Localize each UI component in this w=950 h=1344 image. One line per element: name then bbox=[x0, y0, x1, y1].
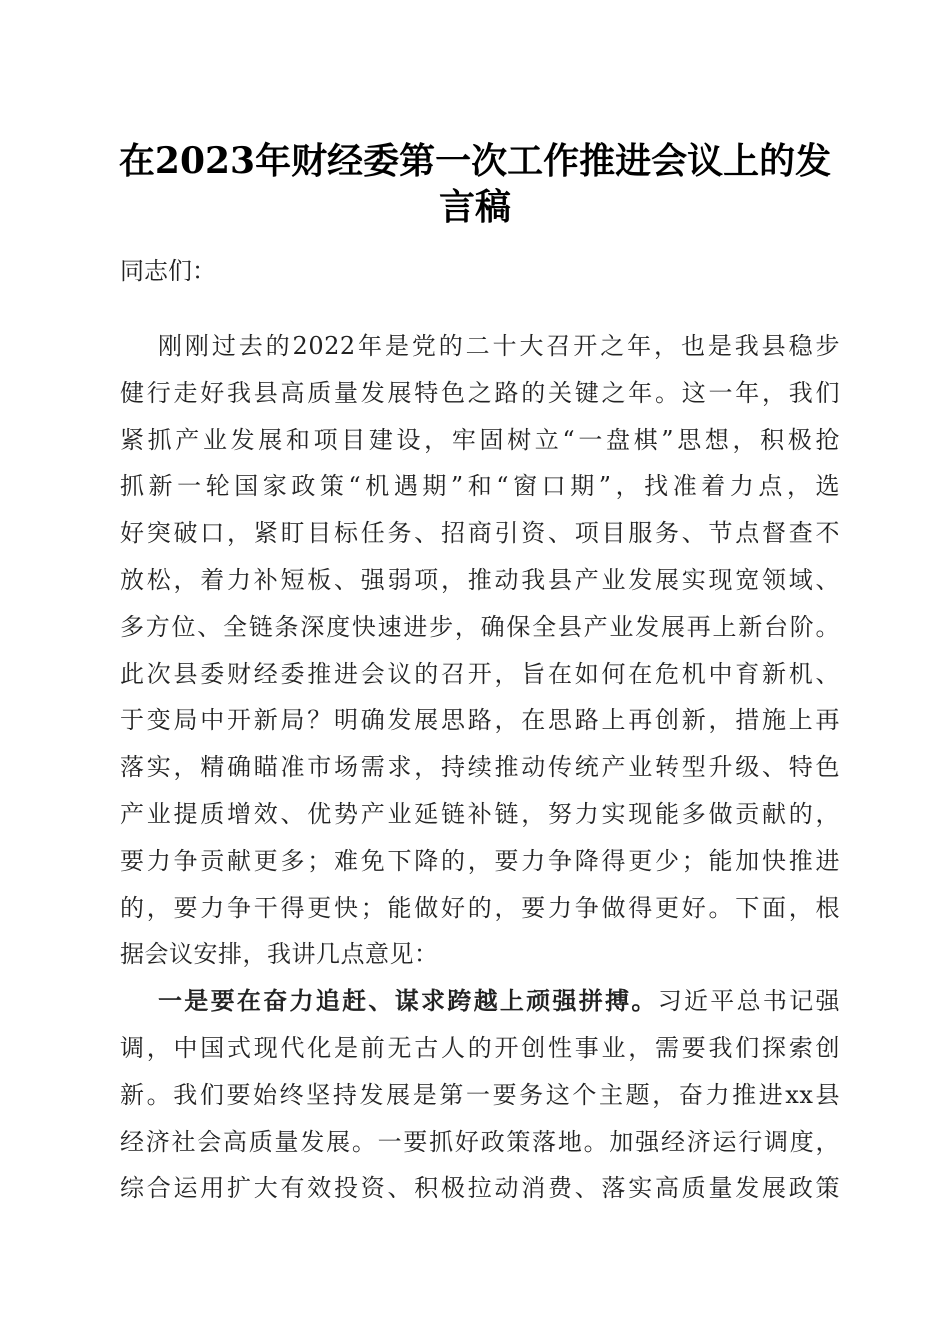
section-heading-emphasis: 一是要在奋力追赶、谋求跨越上顽强拼搏。 bbox=[158, 986, 658, 1016]
paragraph-line: 此次县委财经委推进会议的召开，旨在如何在危机中育新机、 bbox=[120, 659, 840, 688]
paragraph-line: 多方位、全链条深度快速进步，确保全县产业发展再上新台阶。 bbox=[120, 612, 840, 641]
paragraph-line: 落实，精确瞄准市场需求，持续推动传统产业转型升级、特色 bbox=[120, 753, 840, 782]
paragraph-line: 新。我们要始终坚持发展是第一要务这个主题，奋力推进xx县 bbox=[120, 1080, 840, 1109]
paragraph-line: 的，要力争干得更快；能做好的，要力争做得更好。下面，根 bbox=[120, 893, 840, 922]
paragraph-line: 紧抓产业发展和项目建设，牢固树立“一盘棋”思想，积极抢 bbox=[120, 425, 840, 454]
document-title bbox=[110, 138, 840, 230]
paragraph-line: 刚刚过去的2022年是党的二十大召开之年，也是我县稳步 bbox=[158, 332, 840, 360]
paragraph-line: 调，中国式现代化是前无古人的开创性事业，需要我们探索创 bbox=[120, 1033, 840, 1062]
paragraph-line: 放松，着力补短板、强弱项，推动我县产业发展实现宽领域、 bbox=[120, 565, 840, 594]
paragraph-text: 习近平总书记强 bbox=[657, 987, 841, 1016]
title-line-2: 言稿 bbox=[438, 186, 511, 228]
paragraph-line: 抓新一轮国家政策“机遇期”和“窗口期”，找准着力点，选 bbox=[120, 472, 840, 501]
paragraph-line: 经济社会高质量发展。一要抓好政策落地。加强经济运行调度， bbox=[120, 1127, 840, 1156]
document-body bbox=[120, 323, 840, 1212]
salutation: 同志们： bbox=[120, 257, 216, 285]
paragraph-line bbox=[120, 978, 840, 1025]
paragraph-line: 好突破口，紧盯目标任务、招商引资、项目服务、节点督查不 bbox=[120, 519, 840, 548]
paragraph-line: 综合运用扩大有效投资、积极拉动消费、落实高质量发展政策 bbox=[120, 1174, 840, 1203]
paragraph-line: 据会议安排，我讲几点意见： bbox=[120, 940, 439, 969]
paragraph-line: 于变局中开新局？明确发展思路，在思路上再创新，措施上再 bbox=[120, 706, 840, 735]
title-line-1: 在2023年财经委第一次工作推进会议上的发 bbox=[118, 140, 832, 182]
paragraph-line: 产业提质增效、优势产业延链补链，努力实现能多做贡献的， bbox=[120, 799, 840, 828]
paragraph-line: 要力争贡献更多；难免下降的，要力争降得更少；能加快推进 bbox=[120, 846, 840, 875]
paragraph-line: 健行走好我县高质量发展特色之路的关键之年。这一年，我们 bbox=[120, 378, 840, 407]
